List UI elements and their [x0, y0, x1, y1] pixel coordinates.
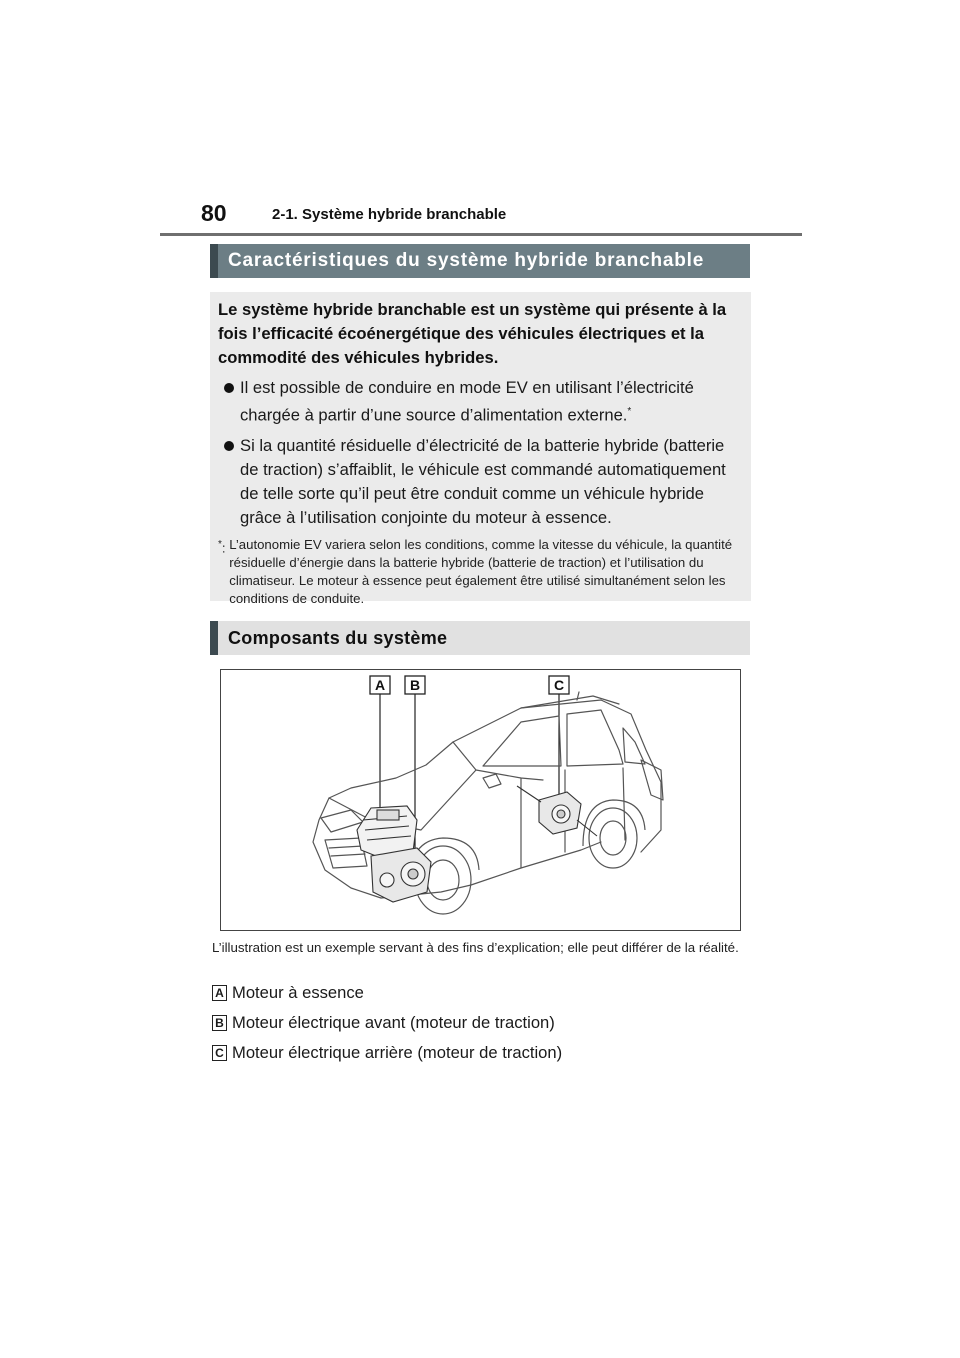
feature-bullet-text: Il est possible de conduire en mode EV en utilisant l’électricité chargée à partir d’une source d’alimentation externe. [240, 378, 694, 425]
legend-key-box: A [212, 985, 227, 1001]
footnote [218, 536, 743, 608]
legend-item [212, 983, 364, 1003]
legend-key-box: C [212, 1045, 227, 1061]
bullet-icon [218, 376, 240, 428]
header-rule [160, 233, 802, 236]
legend-label: Moteur électrique arrière (moteur de traction) [232, 1043, 563, 1062]
page-number: 80 [201, 200, 227, 226]
footnote-ref: * [627, 406, 632, 417]
section-header: 2-1. Système hybride branchable [272, 206, 507, 223]
legend-label: Moteur à essence [232, 983, 364, 1002]
feature-bullet [218, 376, 743, 428]
front-motor-component [371, 848, 431, 902]
features-intro: Le système hybride branchable est un système qui présente à la fois l’efficacité écoénergétique des véhicules électriques et la commodité des véhicules hybrides. [218, 300, 727, 367]
feature-bullet [218, 434, 743, 530]
car-illustration [221, 670, 740, 930]
features-box [210, 292, 751, 606]
footnote-sep: : [221, 539, 230, 555]
section-title-features: Caractéristiques du système hybride branchable [210, 244, 750, 278]
callout-a-label: A [374, 677, 386, 693]
footnote-text: L’autonomie EV variera selon les conditions, comme la vitesse du véhicule, la quantité résiduelle d’énergie dans la batterie hybride (batterie de traction) et l’utilisation du climatiseur. Le moteur à essence peut également être utilisé simultanément selon les conditions de conduite. [229, 536, 733, 606]
section-title-components: Composants du système [210, 621, 750, 655]
illustration-caption: L’illustration est un exemple servant à des fins d’explication; elle peut différer de la réalité. [212, 940, 739, 955]
legend-label: Moteur électrique avant (moteur de traction) [232, 1013, 555, 1032]
feature-bullet-text: Si la quantité résiduelle d’électricité de la batterie hybride (batterie de traction) s’affaiblit, le véhicule est commandé automatiquement de telle sorte qu’il peut être conduit comme un véhicule hybride grâce à l’utilisation conjointe du moteur à essence. [240, 435, 726, 527]
legend-item [212, 1043, 562, 1063]
callout-c [549, 676, 569, 800]
footnote-mark: * [218, 538, 222, 550]
legend-item [212, 1013, 555, 1033]
car-body [313, 692, 663, 898]
callout-b-label: B [409, 677, 421, 693]
legend-key-box: B [212, 1015, 227, 1031]
callout-c-label: C [553, 677, 565, 693]
bullet-icon [218, 434, 240, 530]
illustration-frame [220, 669, 741, 931]
rear-wheel [583, 800, 645, 868]
